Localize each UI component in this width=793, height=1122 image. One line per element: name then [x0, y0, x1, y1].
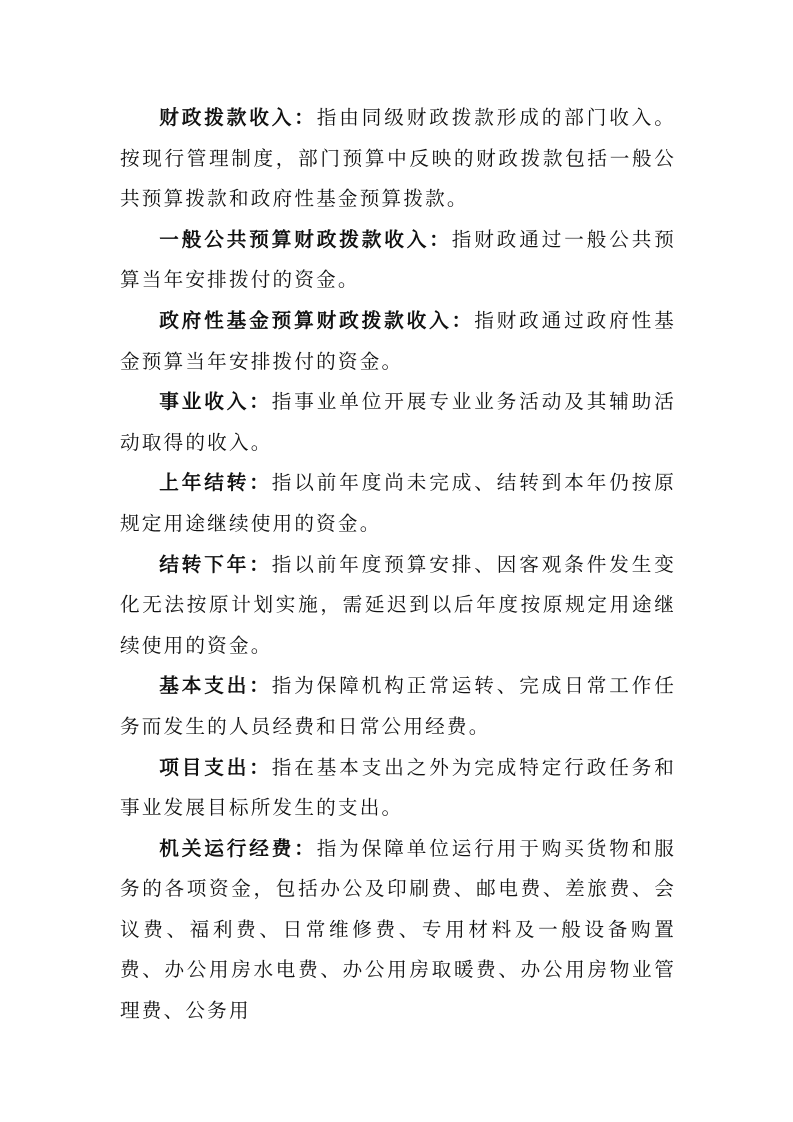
definition-term: 结转下年： — [159, 552, 272, 576]
definition-term: 一般公共预算财政拨款收入： — [159, 227, 452, 251]
definition-term: 财政拨款收入： — [159, 106, 317, 129]
definition-text: 指财政通过一般公共预算当年安排拨付的资金。 — [120, 227, 677, 292]
definition-term: 项目支出： — [159, 755, 272, 779]
definition-term: 事业收入： — [159, 390, 272, 414]
definition-carryover-next-year — [120, 545, 676, 667]
definition-text: 指为保障单位运行用于购买货物和服务的各项资金，包括办公及印刷费、邮电费、差旅费、会议费、福利费、日常维修费、专用材料及一般设备购置费、办公用房水电费、办公用房取暖费、办公用房物业管理费、公务用 — [120, 836, 677, 1023]
definition-term: 机关运行经费： — [159, 836, 317, 860]
definition-text: 指以前年度预算安排、因客观条件发生变化无法按原计划实施，需延迟到以后年度按原规定用途继续使用的资金。 — [120, 552, 677, 657]
definition-project-expenditure — [120, 748, 676, 829]
definition-text: 指由同级财政拨款形成的部门收入。按现行管理制度，部门预算中反映的财政拨款包括一般公共预算拨款和政府性基金预算拨款。 — [120, 106, 677, 211]
definition-basic-expenditure — [120, 666, 676, 747]
definition-text: 指事业单位开展专业业务活动及其辅助活动取得的收入。 — [120, 390, 677, 454]
definition-business-revenue — [120, 382, 676, 463]
definition-prior-year-carryover — [120, 463, 676, 544]
definition-text: 指财政通过政府性基金预算当年安排拨付的资金。 — [120, 308, 676, 373]
definition-text: 指为保障机构正常运转、完成日常工作任务而发生的人员经费和日常公用经费。 — [120, 674, 677, 738]
definition-text: 指在基本支出之外为完成特定行政任务和事业发展目标所发生的支出。 — [120, 755, 677, 820]
definition-text: 指以前年度尚未完成、结转到本年仍按原规定用途继续使用的资金。 — [120, 471, 677, 535]
definition-term: 政府性基金预算财政拨款收入： — [159, 308, 475, 332]
definition-term: 上年结转： — [159, 471, 272, 495]
definition-fiscal-appropriation-revenue — [120, 98, 676, 220]
definition-term: 基本支出： — [159, 674, 272, 698]
document-body — [120, 98, 676, 1032]
definition-operating-expenses — [120, 829, 676, 1032]
definition-government-fund-budget-revenue — [120, 301, 676, 382]
definition-general-public-budget-revenue — [120, 220, 676, 301]
